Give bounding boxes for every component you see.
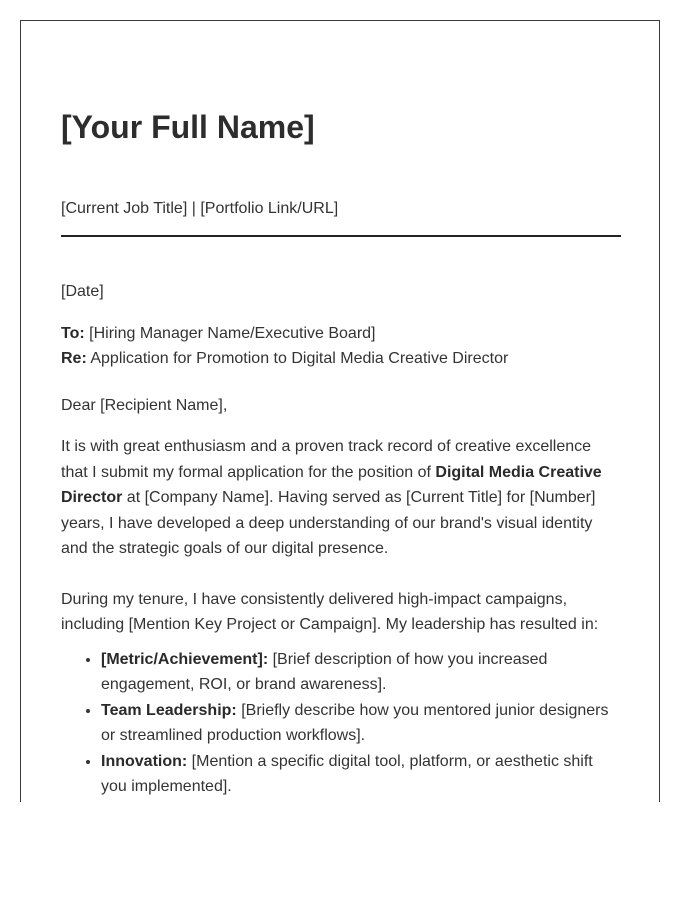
achievement-list	[61, 647, 621, 800]
letter-body	[61, 279, 621, 800]
recipient-line	[61, 321, 621, 347]
list-item	[101, 749, 621, 800]
re-value: Application for Promotion to Digital Media Creative Director	[86, 350, 509, 367]
header-divider	[61, 235, 621, 237]
letter-content	[61, 107, 621, 795]
achievement-text: [Briefly describe how you mentored junior designers or streamlined production workflows].	[101, 701, 609, 744]
achievement-label: Innovation:	[101, 752, 188, 770]
letter-page	[20, 20, 660, 802]
list-item	[101, 647, 621, 698]
target-position: Digital Media Creative Director	[61, 463, 602, 506]
re-label: Re:	[61, 350, 87, 367]
letter-date: [Date]	[61, 283, 104, 300]
applicant-name: [Your Full Name]	[61, 109, 315, 145]
to-value: [Hiring Manager Name/Executive Board]	[84, 324, 376, 342]
achievement-label: [Metric/Achievement]:	[101, 650, 269, 668]
to-label: To:	[61, 324, 85, 342]
subject-line	[61, 346, 621, 372]
intro-text-start: It is with great enthusiasm and a proven track record of creative excellence that I submit my formal application for the position of	[61, 438, 592, 481]
intro-text-end: at [Company Name]. Having served as [Current Title] for [Number] years, I have developed a deep understanding of our brand's visual identity and the strategic goals of our digital presence.	[61, 489, 596, 557]
salutation: Dear [Recipient Name],	[61, 396, 228, 414]
intro-paragraph	[61, 434, 621, 562]
tenure-paragraph: During my tenure, I have consistently delivered high-impact campaigns, including [Mention Key Project or Campaign]. My leadership has resulted in:	[61, 590, 599, 633]
achievement-text: [Brief description of how you increased engagement, ROI, or brand awareness].	[101, 650, 548, 693]
applicant-subtitle: [Current Job Title] | [Portfolio Link/URL]	[61, 200, 339, 217]
list-item	[101, 698, 621, 749]
achievement-text: [Mention a specific digital tool, platform, or aesthetic shift you implemented].	[101, 752, 593, 795]
achievement-label: Team Leadership:	[101, 701, 237, 719]
